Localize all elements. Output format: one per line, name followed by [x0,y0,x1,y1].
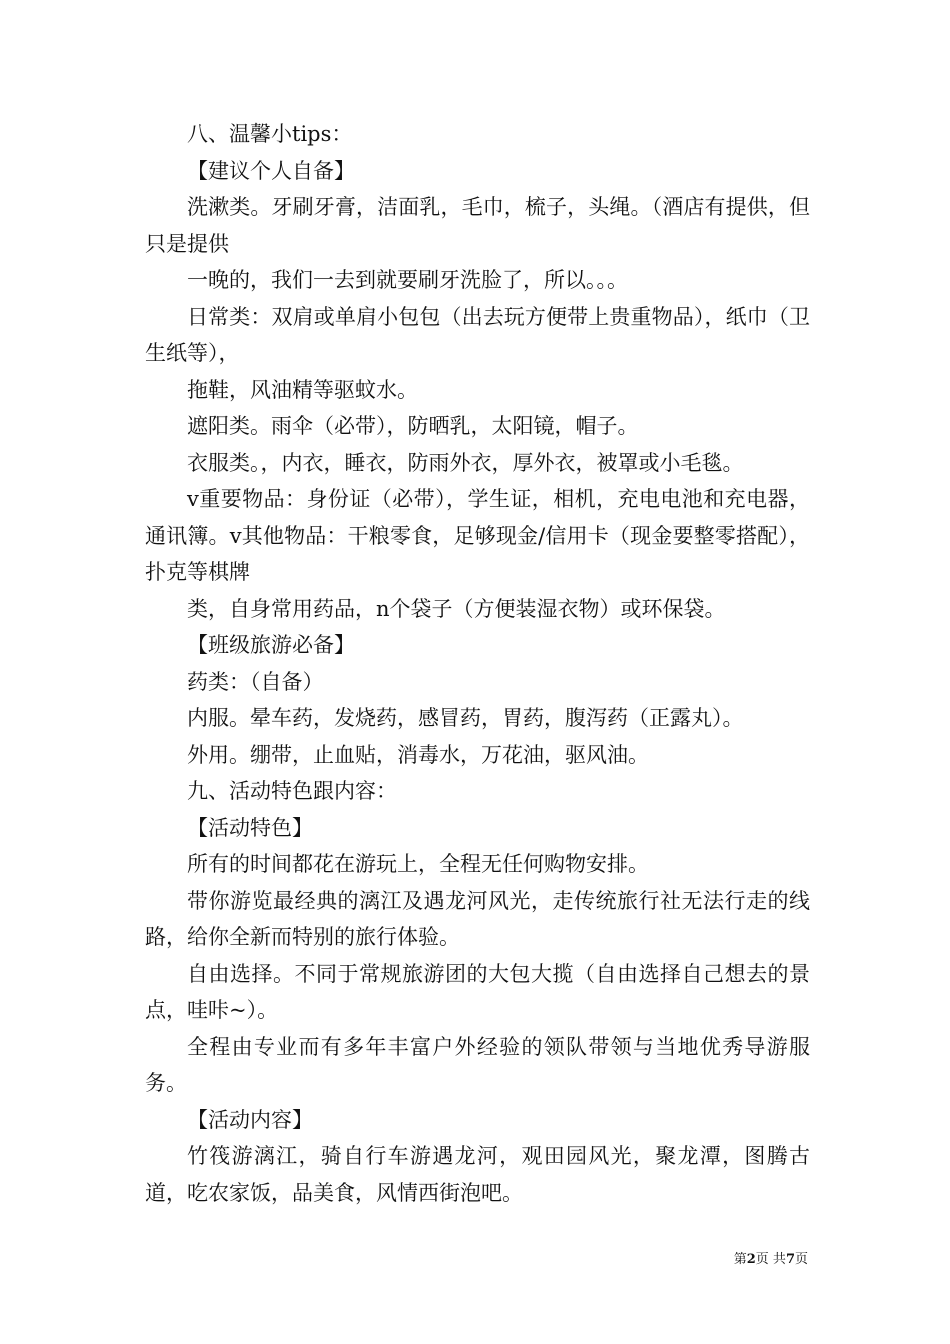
footer-middle: 页 共 [755,1252,786,1267]
document-body [145,116,810,1211]
paragraph: 药类：（自备） [187,669,324,694]
paragraph: v重要物品：身份证（必带），学生证，相机，充电电池和充电器，通讯簿。v其他物品：干粮零食，足够现金/信用卡（现金要整零搭配），扑克等棋牌 [145,487,810,584]
paragraph: 竹筏游漓江，骑自行车游遇龙河，观田园风光，聚龙潭，图腾古道，吃农家饭，品美食，风情西街泡吧。 [145,1144,810,1205]
subsection-heading: 【班级旅游必备】 [187,633,355,657]
footer-page-number: 2 [746,1252,756,1267]
paragraph: 日常类：双肩或单肩小包包（出去玩方便带上贵重物品），纸巾（卫生纸等）， [145,304,810,365]
section-heading: 八、温馨小tips： [187,122,353,146]
paragraph: 内服。晕车药，发烧药，感冒药，胃药，腹泻药（正露丸）。 [187,706,744,730]
paragraph: 外用。绷带，止血贴，消毒水，万花油，驱风油。 [187,742,649,767]
paragraph: 自由选择。不同于常规旅游团的大包大揽（自由选择自己想去的景点，哇咔~）。 [145,961,810,1022]
paragraph: 遮阳类。雨伞（必带），防晒乳，太阳镜，帽子。 [187,414,639,438]
paragraph: 一晚的，我们一去到就要刷牙洗脸了，所以。。。 [187,268,628,292]
subsection-heading: 【活动内容】 [187,1107,313,1132]
subsection-heading: 【活动特色】 [187,815,313,840]
footer-prefix: 第 [733,1252,747,1267]
paragraph: 类，自身常用药品，n个袋子（方便装湿衣物）或环保袋。 [187,596,726,621]
footer-suffix: 页 [794,1252,808,1267]
paragraph: 所有的时间都花在游玩上，全程无任何购物安排。 [187,852,649,876]
footer-total-pages: 7 [785,1252,795,1267]
paragraph: 洗漱类。牙刷牙膏，洁面乳，毛巾，梳子，头绳。（酒店有提供，但只是提供 [145,195,810,256]
paragraph: 拖鞋，风油精等驱蚊水。 [187,377,418,402]
subsection-heading: 【建议个人自备】 [187,158,355,183]
paragraph: 衣服类。，内衣，睡衣，防雨外衣，厚外衣，被罩或小毛毯。 [187,450,744,475]
page-footer [734,1248,808,1267]
paragraph: 全程由专业而有多年丰富户外经验的领队带领与当地优秀导游服务。 [145,1034,810,1095]
section-heading: 九、活动特色跟内容： [187,779,397,803]
paragraph: 带你游览最经典的漓江及遇龙河风光，走传统旅行社无法行走的线路，给你全新而特别的旅行体验。 [145,888,810,949]
